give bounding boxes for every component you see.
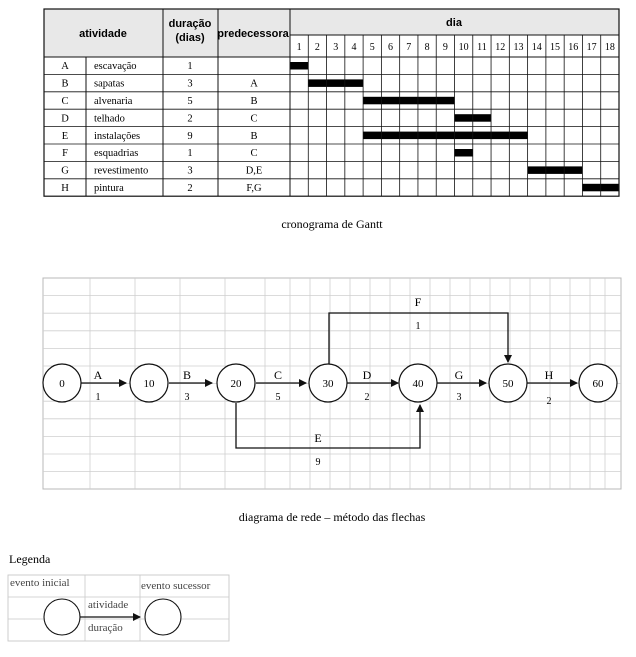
day-label: 17 — [586, 42, 597, 53]
activity-label-F: F — [414, 295, 422, 309]
day-label: 10 — [458, 42, 469, 53]
duration-label-H: 2 — [546, 396, 552, 407]
row-predecessor: B — [250, 96, 258, 107]
row-name: revestimento — [94, 165, 149, 177]
gantt-caption: cronograma de Gantt — [281, 217, 383, 231]
activity-label-G: G — [454, 368, 464, 382]
duration-label-A: 1 — [95, 392, 101, 403]
legend-duration: duração — [88, 622, 123, 634]
row-name: telhado — [94, 113, 125, 125]
day-label: 12 — [495, 42, 506, 53]
row-duration: 3 — [187, 78, 193, 90]
row-duration: 1 — [187, 148, 193, 160]
row-duration: 2 — [187, 183, 193, 194]
row-id: C — [61, 96, 69, 107]
activity-label-E: E — [314, 431, 322, 445]
row-name: sapatas — [94, 78, 125, 90]
row-name: esquadrias — [94, 148, 139, 160]
day-label: 14 — [531, 42, 542, 53]
row-predecessor: A — [250, 78, 258, 90]
header-duracao-unit: (dias) — [175, 32, 205, 44]
activity-label-H: H — [544, 368, 554, 382]
node-label-50: 50 — [502, 378, 514, 390]
row-predecessor: C — [250, 148, 258, 160]
node-label-40: 40 — [412, 378, 424, 390]
activity-label-D: D — [362, 368, 372, 382]
activity-label-B: B — [182, 368, 192, 382]
day-label: 4 — [351, 42, 357, 53]
network-caption: diagrama de rede – método das flechas — [238, 510, 426, 524]
row-duration: 5 — [187, 96, 193, 107]
header-atividade: atividade — [79, 28, 127, 40]
duration-label-D: 2 — [364, 392, 370, 403]
day-label: 16 — [568, 42, 579, 53]
duration-label-C: 5 — [275, 392, 281, 403]
gantt-rows — [61, 61, 262, 194]
duration-label-F: 1 — [415, 321, 421, 332]
row-id: E — [61, 130, 69, 142]
day-label: 6 — [388, 42, 394, 53]
gantt-bar-E — [363, 132, 527, 140]
day-label: 9 — [442, 42, 448, 53]
row-id: H — [61, 183, 69, 194]
header-duracao: duração — [168, 18, 212, 30]
day-label: 13 — [513, 42, 524, 53]
node-label-20: 20 — [230, 378, 242, 390]
header-dia: dia — [446, 17, 462, 29]
row-predecessor: D,E — [245, 165, 263, 177]
legend-successor-event: evento sucessor — [141, 580, 211, 592]
gantt-table — [44, 9, 619, 196]
row-duration: 9 — [187, 130, 193, 142]
day-label: 15 — [550, 42, 561, 53]
row-name: alvenaria — [94, 96, 133, 107]
gantt-bar-F — [455, 149, 473, 157]
gantt-bar-C — [363, 97, 454, 105]
node-label-10: 10 — [143, 378, 155, 390]
day-label: 2 — [314, 42, 320, 53]
node-label-0: 0 — [59, 378, 65, 390]
row-name: pintura — [94, 183, 124, 194]
arrow-E — [236, 403, 420, 448]
legend-activity: atividade — [88, 599, 129, 611]
day-label: 3 — [333, 42, 339, 53]
row-predecessor: B — [250, 130, 258, 142]
duration-label-E: 9 — [315, 457, 321, 468]
node-label-30: 30 — [322, 378, 334, 390]
node-label-60: 60 — [592, 378, 604, 390]
day-label: 8 — [424, 42, 430, 53]
row-id: A — [61, 61, 69, 73]
duration-label-B: 3 — [184, 392, 190, 403]
header-predecessora: predecessora — [217, 28, 289, 40]
row-name: instalações — [94, 130, 141, 142]
row-duration: 2 — [187, 113, 193, 125]
row-name: escavação — [94, 61, 137, 73]
day-label: 11 — [477, 42, 487, 53]
row-predecessor: C — [250, 113, 258, 125]
legend-successor-node — [145, 599, 181, 635]
row-id: B — [61, 78, 69, 90]
activity-label-C: C — [273, 368, 283, 382]
activity-label-A: A — [93, 368, 103, 382]
row-id: F — [62, 148, 68, 160]
legend — [8, 552, 229, 641]
gantt-bar-A — [290, 62, 308, 70]
row-id: D — [61, 113, 69, 125]
day-label: 1 — [296, 42, 302, 53]
legend-start-event: evento inicial — [10, 577, 70, 589]
day-label: 18 — [604, 42, 615, 53]
day-label: 7 — [406, 42, 412, 53]
network-diagram — [43, 278, 621, 489]
legend-title: Legenda — [9, 552, 51, 566]
day-label: 5 — [369, 42, 375, 53]
row-duration: 3 — [187, 165, 193, 177]
legend-start-node — [44, 599, 80, 635]
duration-label-G: 3 — [456, 392, 462, 403]
gantt-bar-B — [308, 79, 363, 87]
row-duration: 1 — [187, 61, 193, 73]
row-predecessor: F,G — [246, 183, 262, 194]
gantt-bar-G — [528, 166, 583, 174]
row-id: G — [61, 165, 69, 177]
